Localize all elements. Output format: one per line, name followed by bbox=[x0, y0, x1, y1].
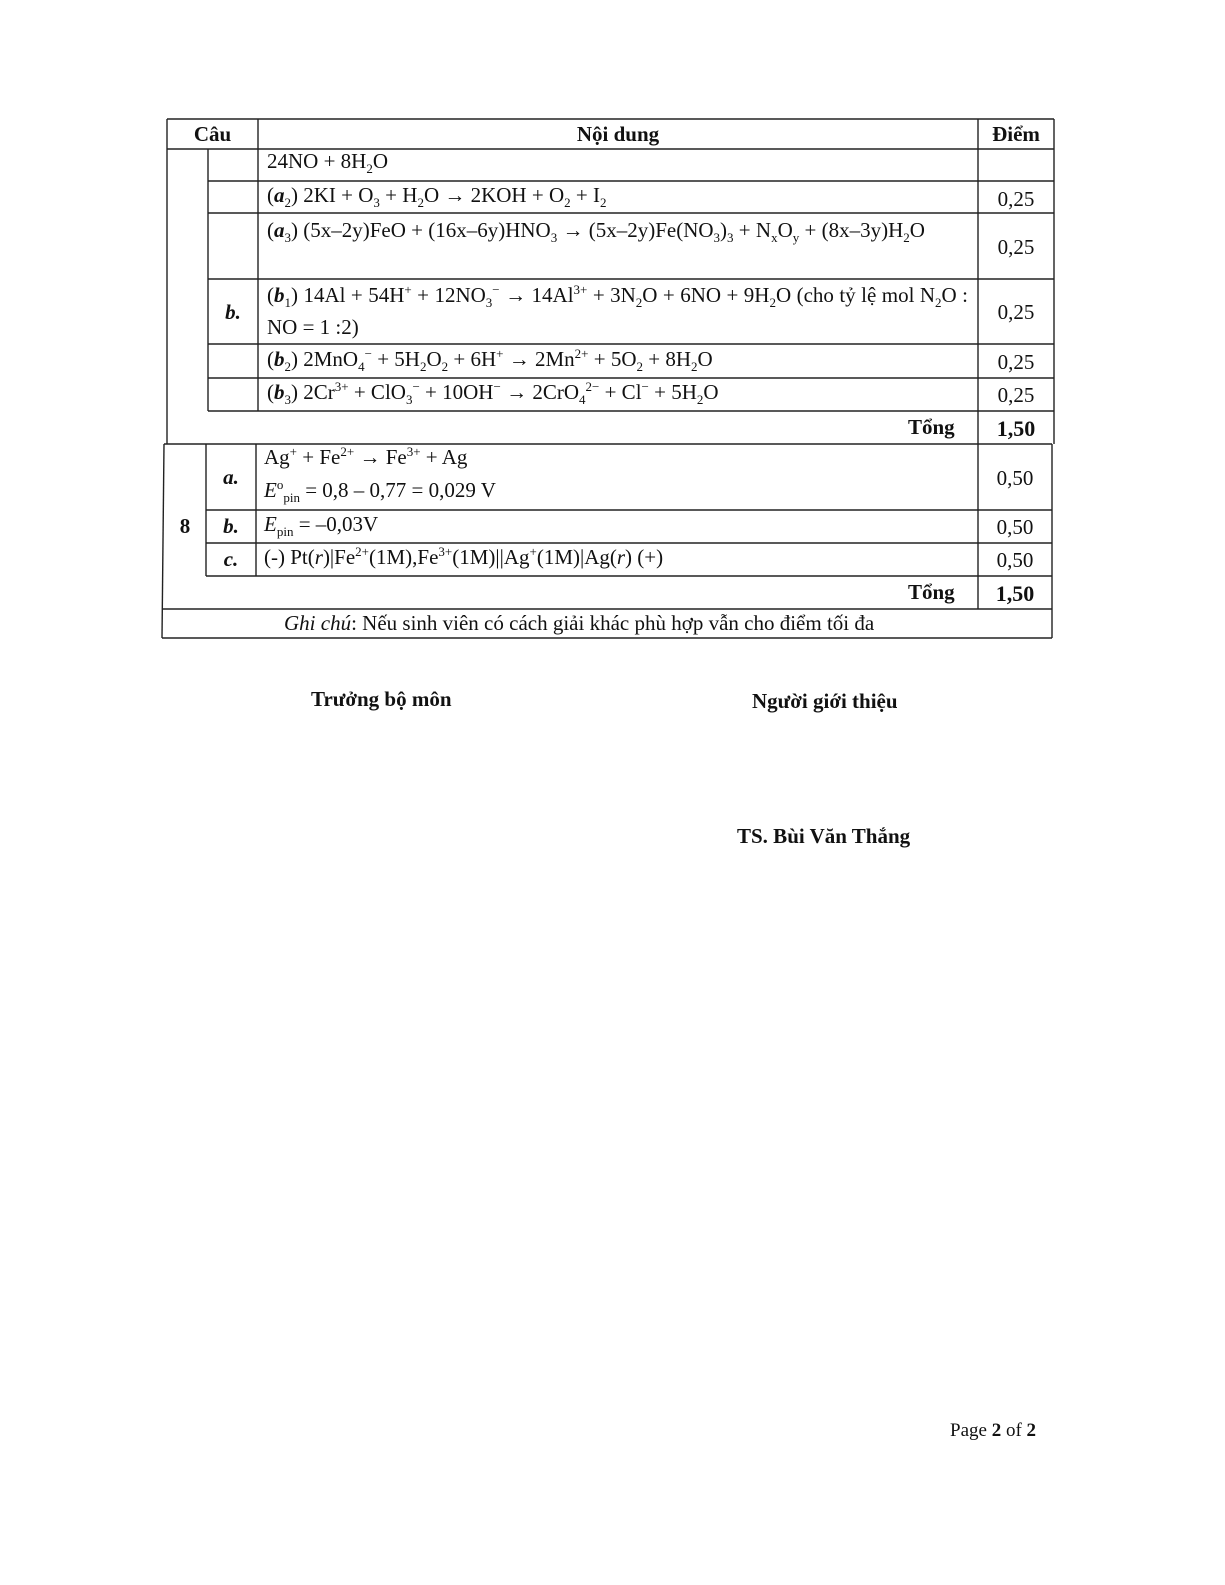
label-8a: a. bbox=[223, 465, 239, 489]
content-row-b3: $(b_3) 2Cr^{3+} + ClO_3^- + 10OH^- \to 2CrO_4^{2-} + Cl^- + 5H_2O$ bbox=[267, 379, 719, 408]
content-8b: $E_{pin} = -0,03V$ bbox=[264, 512, 379, 540]
score-row-b2: 0,25 bbox=[997, 350, 1035, 374]
total-score-1: 1,50 bbox=[996, 416, 1036, 441]
score-row-b3: 0,25 bbox=[997, 383, 1035, 407]
total-label-2: Tổng bbox=[908, 580, 955, 604]
score-row-b1: 0,25 bbox=[997, 300, 1035, 324]
content-row-b2: $(b_2) 2MnO_4^- + 5H_2O_2 + 6H^+ \to 2Mn^{2+} + 5O_2 + 8H_2O$ bbox=[267, 346, 713, 375]
header-diem: Điểm bbox=[992, 122, 1040, 146]
signature-right-title: Người giới thiệu bbox=[752, 689, 898, 713]
page-prefix: Page bbox=[950, 1420, 992, 1441]
header-noi-dung: Nội dung bbox=[576, 122, 660, 146]
header-cau: Câu bbox=[193, 122, 232, 146]
content-8a-line1: $Ag^+ + Fe^{2+} \to Fe^{3+} + Ag$ bbox=[264, 444, 468, 469]
score-row-a2: 0,25 bbox=[997, 187, 1035, 211]
page-number bbox=[950, 1420, 1036, 1442]
label-b: b. bbox=[225, 300, 241, 324]
score-8b: 0,50 bbox=[996, 515, 1034, 539]
content-row-1: $24NO + 8H_2O$ bbox=[267, 149, 389, 177]
content-row-b1: $(b_1) 14Al + 54H^+ + 12NO_3^- \to 14Al^{3+} + 3N_2O + 6NO + 9H_2O$ (cho tỷ lệ mol $N_2O$ : NO = 1 :2) bbox=[267, 282, 968, 339]
score-8c: 0,50 bbox=[996, 548, 1034, 572]
total-label-1: Tổng bbox=[908, 415, 955, 439]
content-8c: (-) $Pt(r)|Fe^{2+}(1M),Fe^{3+}(1M)||Ag^+(1M)|Ag(r)$ (+) bbox=[264, 544, 664, 569]
content-8a-line2: $E^o_{pin} = 0,8 - 0,77 = 0,029$ V bbox=[264, 477, 496, 506]
score-row-a3: 0,25 bbox=[997, 235, 1035, 259]
label-8b: b. bbox=[223, 514, 239, 538]
signature-left-title: Trưởng bộ môn bbox=[311, 687, 452, 711]
score-8a: 0,50 bbox=[996, 466, 1034, 490]
note-text: : Nếu sinh viên có cách giải khác phù hợp vẫn cho điểm tối đa bbox=[351, 611, 875, 635]
content-row-a2: $(a_2) 2KI + O_3 + H_2O \to 2KOH + O_2 + I_2$ bbox=[267, 183, 607, 211]
signature-right-name: TS. Bùi Văn Thắng bbox=[737, 824, 911, 848]
page-mid: of bbox=[1001, 1420, 1027, 1441]
content-row-a3: $(a_3) (5x-2y)FeO + (16x-6y)HNO_3 \to (5x-2y)Fe(NO_3)_3 + N_xO_y + (8x-3y)H_2O$ bbox=[267, 218, 925, 246]
question-8-number: 8 bbox=[179, 514, 191, 538]
total-score-2: 1,50 bbox=[995, 581, 1035, 606]
note-prefix: Ghi chú bbox=[284, 611, 352, 635]
page-total: 2 bbox=[1026, 1420, 1037, 1441]
label-8c: c. bbox=[223, 547, 239, 571]
note-row bbox=[284, 607, 874, 639]
page-current: 2 bbox=[991, 1420, 1002, 1441]
